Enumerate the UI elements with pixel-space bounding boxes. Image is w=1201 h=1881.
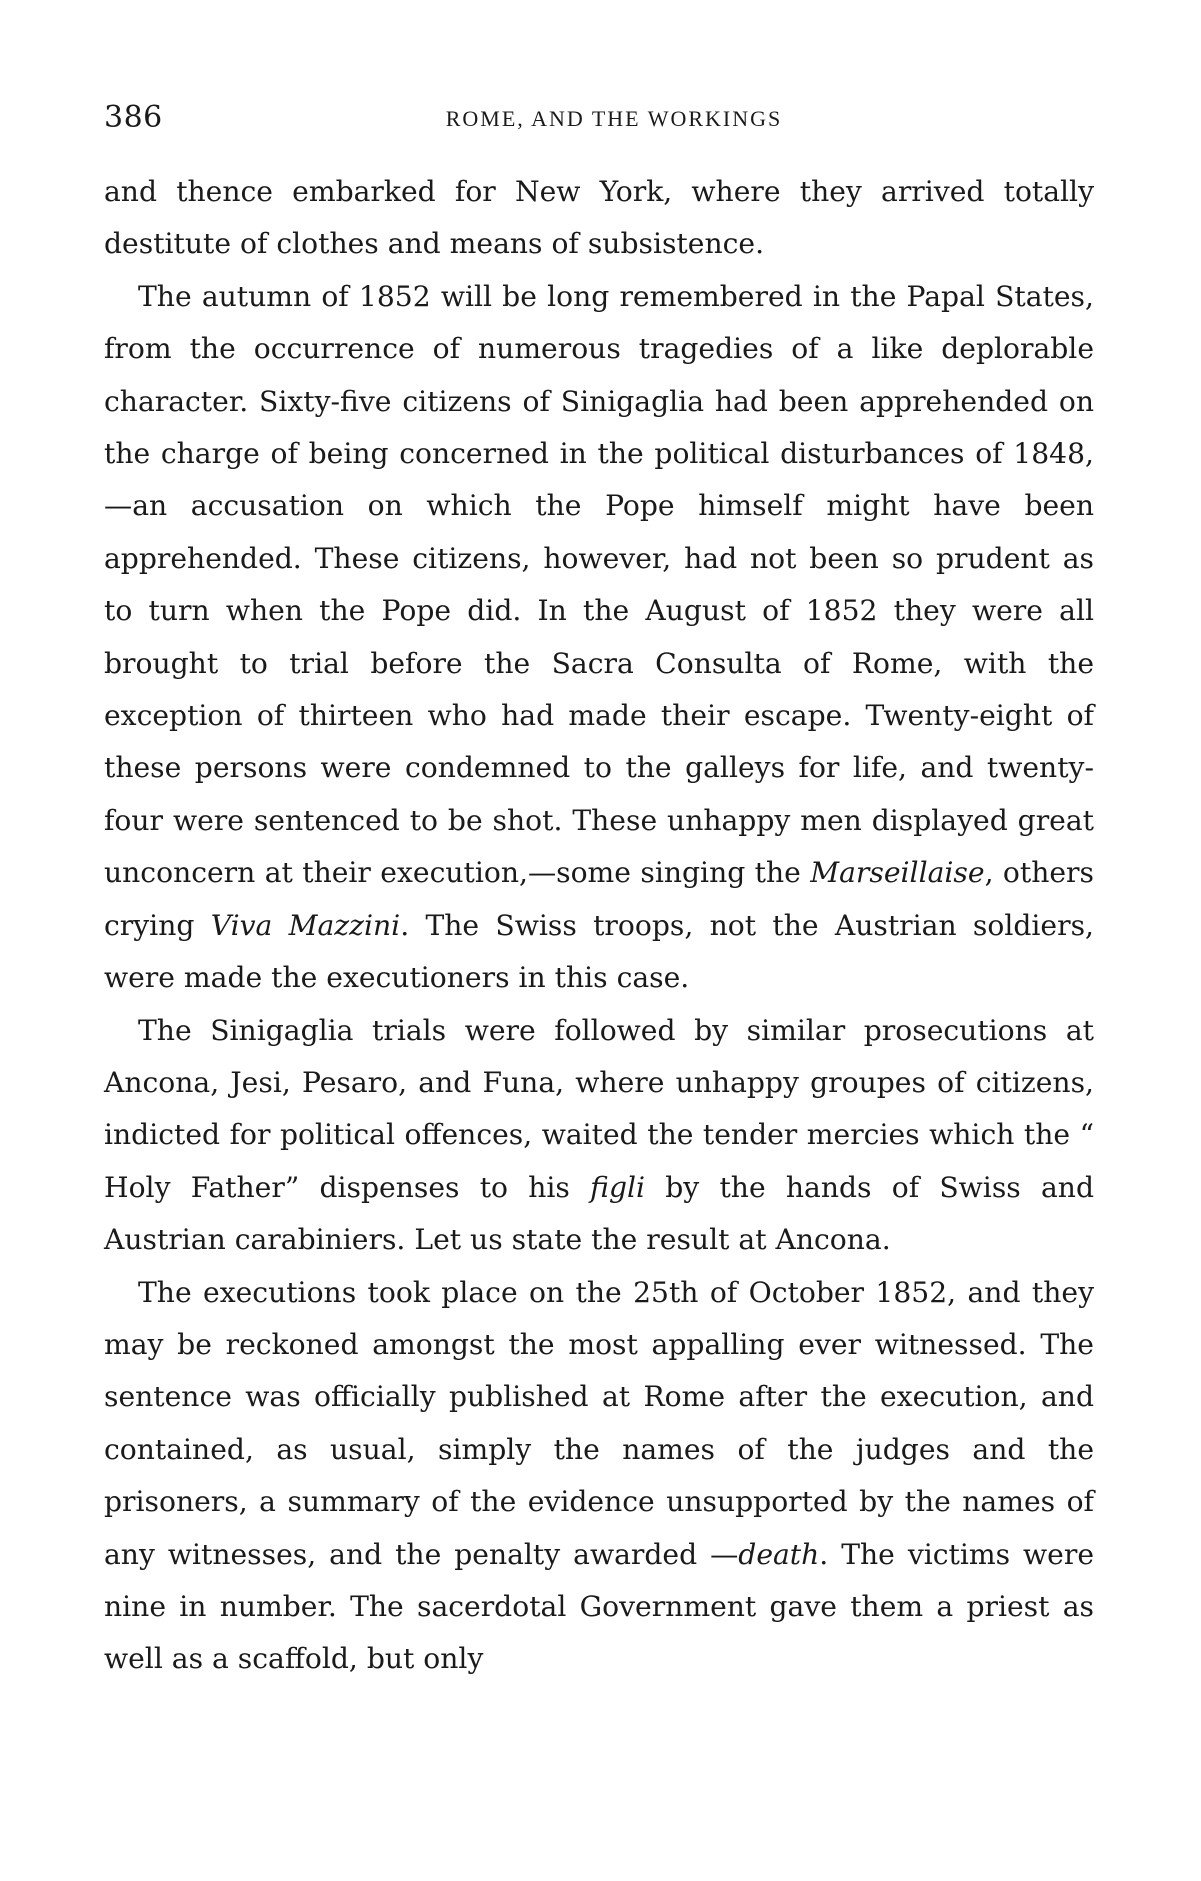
running-head: ROME, AND THE WORKINGS — [445, 106, 783, 131]
paragraph — [104, 166, 1094, 271]
paragraph — [104, 1267, 1094, 1686]
text-segment: . The victims were nine in number. The sacerdotal Government gave them a priest as well as a scaffold, but only — [104, 1537, 1094, 1676]
italic-segment: Marseillaise — [810, 856, 985, 890]
text-segment: The Sinigaglia trials were followed by similar prosecutions at Ancona, Jesi, Pesaro, and Funa, where unhappy groupes of citizens, indicted for political offences, waited the tender mercies which the “ Holy Father” dispenses to his — [104, 1013, 1094, 1204]
body-text — [104, 166, 1094, 1686]
text-segment: The executions took place on the 25th of October 1852, and they may be reckoned amongst the most appalling ever witnessed. The sentence was officially published at Rome after the execution, and contained, as usual, simply the names of the judges and the prisoners, a summary of the evidence unsupported by the names of any witnesses, and the penalty awarded — — [104, 1275, 1094, 1571]
italic-segment: death — [738, 1537, 820, 1571]
text-segment: . The Swiss troops, not the Austrian soldiers, were made the executioners in this case. — [104, 908, 1094, 995]
text-segment: The autumn of 1852 will be long remembered in the Papal States, from the occurrence of numerous tragedies of a like deplorable character. Sixty-five citizens of Sinigaglia had been apprehended on the charge of being concerned in the political disturbances of 1848,—an accusation on which the Pope himself might have been apprehended. These citizens, however, had not been so prudent as to turn when the Pope did. In the August of 1852 they were all brought to trial before the Sacra Consulta of Rome, with the exception of thirteen who had made their escape. Twenty-eight of these persons were condemned to the galleys for life, and twenty-four were sentenced to be shot. These unhappy men displayed great unconcern at their execution,—some singing the — [104, 279, 1094, 890]
text-segment: by the hands of Swiss and Austrian carabiniers. Let us state the result at Ancona. — [104, 1170, 1094, 1257]
page-header — [104, 100, 1104, 140]
page-number: 386 — [104, 100, 163, 135]
text-segment: , others crying — [104, 856, 1094, 942]
paragraph — [104, 1005, 1094, 1267]
text-segment: and thence embarked for New York, where they arrived totally destitute of clothes and means of subsistence. — [104, 175, 1094, 261]
paragraph — [104, 271, 1094, 1005]
italic-segment: figli — [590, 1170, 646, 1204]
italic-segment: Viva Mazzini — [210, 908, 401, 942]
